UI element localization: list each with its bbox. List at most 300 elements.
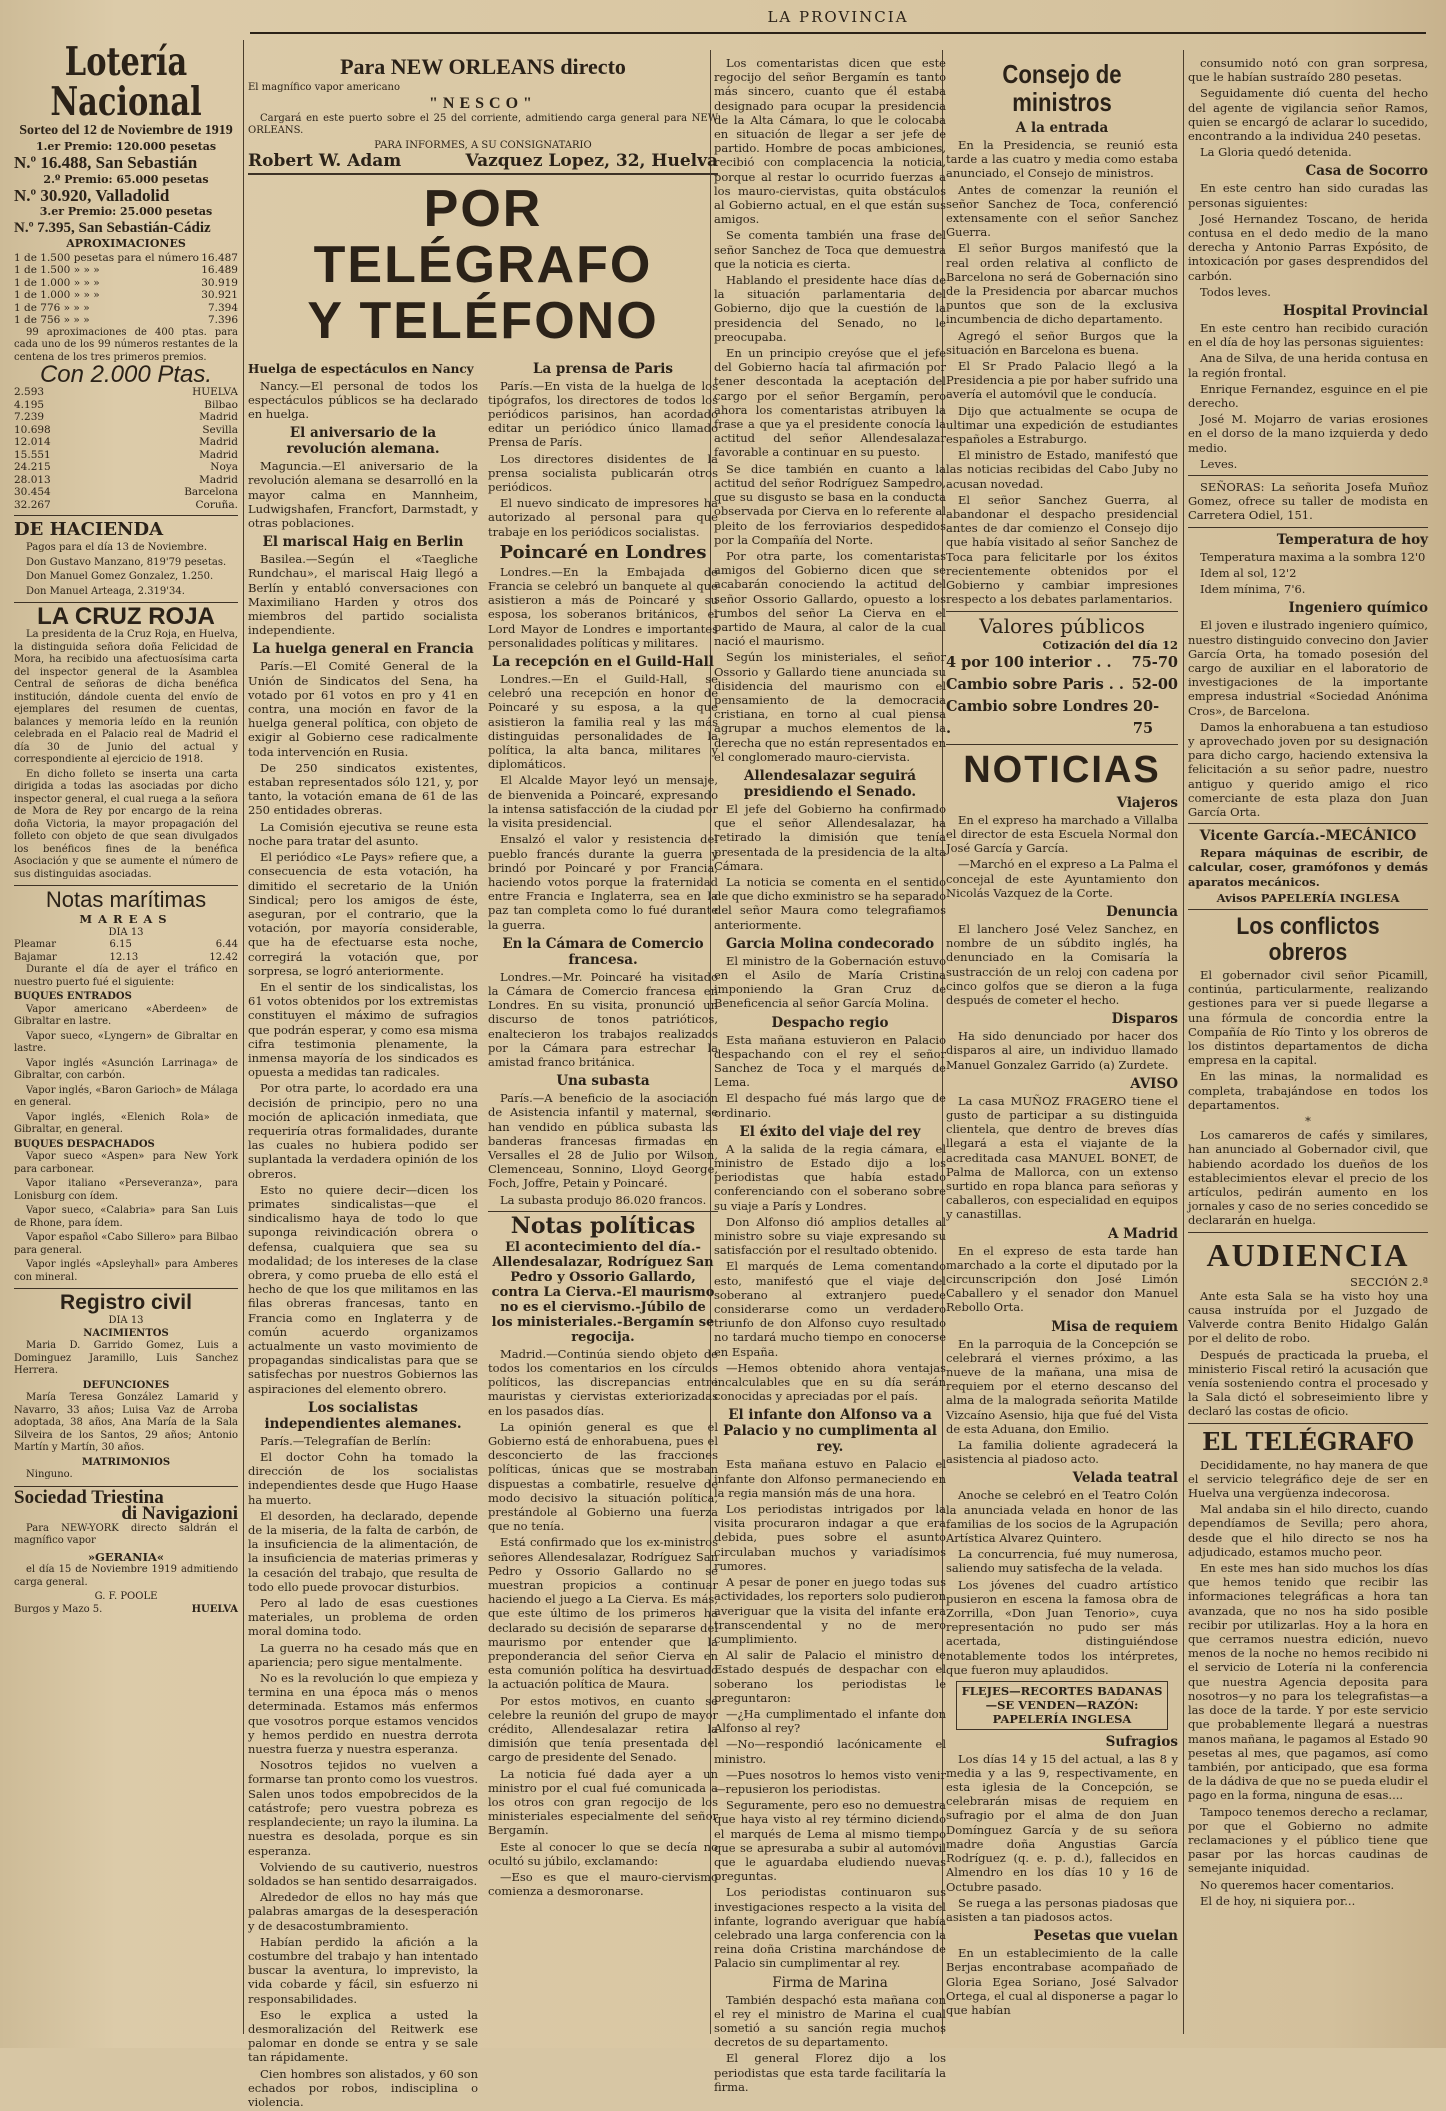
paragraph: No queremos hacer comentarios. (1200, 1877, 1395, 1892)
paragraph: Don Manuel Gomez Gonzalez, 1.250. (26, 571, 214, 583)
cell: 28.013 (14, 473, 51, 486)
paragraph: Al salir de Palacio el ministro de Estado después de despachar con el soberano los periodistas le preguntaron: (714, 1648, 946, 1705)
paragraph: Ha sido denunciado por hacer dos disparos al aire, un individuo llamado Manuel Gonzalez Garrido (a) Zurdete. (946, 1029, 1178, 1072)
cell: 7.394 (207, 301, 238, 314)
matrimonios-title: MATRIMONIOS (81, 1456, 171, 1468)
paragraph: Mal andaba sin el hilo directo, cuando dependíamos de Sevilla; pero ahora, desde que el hilo directo se nos ha adjudicado, estamos mucho peor. (1188, 1502, 1428, 1559)
column-1 (14, 40, 238, 2028)
divider (1188, 909, 1428, 910)
paragraph: El ministro de la Gobernación estuvo en el Asilo de María Cristina imponiendo la Gran Cruz de Beneficencia al señor García Molina. (714, 953, 946, 1011)
paragraph: En este centro han recibido curación en el día de hoy las personas siguientes: (1188, 321, 1428, 350)
paragraph: El despacho fué más largo que de ordinario. (714, 1091, 946, 1120)
loteria-title: Lotería Nacional (50, 39, 202, 125)
audiencia-title: AUDIENCIA (1206, 1236, 1410, 1273)
column-4 (946, 56, 1178, 2028)
cell: 30.454 (14, 486, 51, 499)
ad-contacts (248, 151, 718, 172)
paragraph: Se dice también en cuanto a la actitud del señor Rodríguez Sampedro, que su disgusto se basa en la conducta observada por Cierva en lo referente al pleito de los ferroviarios despedidos por la Compañía del Norte. (714, 461, 946, 547)
paragraph: La casa MUÑOZ FRAGERO tiene el gusto de participar a su distinguida clientela, que dentro de breves días llegará a esta el viajante de la acreditada casa MANUEL BONET, de Palma de Mallorca, con un extenso surtido en ropa blanca para señoras y caballeros, con especialidad en equipos y canastillas. (946, 1093, 1178, 1222)
cell: Sevilla (202, 423, 238, 436)
paragraph: París.—Telegrafían de Berlín: (260, 1433, 432, 1448)
headline: Denuncia (1106, 903, 1178, 920)
valor-value: 52-00 (1131, 675, 1178, 693)
consejo-title: Consejo de ministros (1002, 59, 1122, 117)
list-item: Vapor sueco «Aspen» para New York para carbonear. (14, 1151, 238, 1175)
paragraph: Repara máquinas de escribir, de calcular, coser, gramófonos y demás aparatos mecánicos. (1188, 846, 1428, 889)
paragraph: Se comenta también una frase del señor Sanchez de Toca que demuestra que la noticia es cierta. (714, 228, 946, 271)
paragraph: Basilea.—Según el «Taegliche Rundchau», el mariscal Haig llegó a Berlín y entabló conversaciones con Maximiliano Harden y otros dos miembros del partido socialista independiente. (248, 552, 478, 638)
day-label: DIA 13 (108, 1315, 144, 1327)
paragraph: Ana de Silva, de una herida contusa en la región frontal. (1188, 351, 1428, 380)
column-2 (248, 40, 718, 2109)
cell: 32.267 (14, 498, 51, 511)
list-item: Vapor inglés, «Elenich Rola» de Gibraltar, en general. (14, 1111, 238, 1136)
paragraph: Hablando el presidente hace días de la situación parlamentaria del Gobierno, dijo que la cuestión de la presidencia del Senado, no le preocupaba. (714, 273, 946, 344)
paragraph: Tampoco tenemos derecho a reclamar, por que el Gobierno no admite reclamaciones y el público tiene que pasar por las horcas caudinas de semejante iniquidad. (1188, 1804, 1428, 1876)
paragraph: Por estos motivos, en cuanto se celebre la reunión del grupo de mayor crédito, Allendesalazar retira la dimisión que tenía presentada del cargo de presidente del Senado. (488, 1693, 718, 1765)
paragraph: Nosotros tejidos no vuelven a formarse tan pronto como los vuestros. Salen unos todos empobrecidos de la catástrofe; pero vuestra pobreza es resplandeciente; un rayo la ilumina. La nuestra es desolada, porque es sin esperanza. (248, 1758, 478, 1858)
paragraph: La noticia se comenta en el sentido de que dicho exministro se ha separado del señor Maura como telegrafiamos anteriormente. (714, 874, 946, 932)
cell: 6.44 (215, 939, 238, 951)
cell: Coruña. (195, 498, 238, 511)
agent-name: G. F. POOLE (94, 1591, 158, 1603)
paragraph: —Hemos obtenido ahora ventajas incalculables que en su día serán conocidas y apreciadas por el país. (714, 1360, 946, 1404)
paragraph: El periódico «Le Pays» refiere que, a consecuencia de esta votación, ha dimitido el secretario de la Unión Sindical; pero los amigos de éste, aseguran, por el contrario, que la votación, por mayoría considerable, que ha de efectuarse esta noche, corregirá la votación que, por sorpresa, se logró anteriormente. (248, 850, 478, 978)
headline: Una subasta (556, 1073, 650, 1090)
headline: Huelga de espectáculos en Nancy (248, 361, 474, 376)
separator-glyph: * (1305, 1113, 1311, 1128)
paragraph: —Marchó en el expreso a La Palma el concejal de este Ayuntamiento don Nicolás Vazquez de la Corte. (946, 857, 1178, 900)
table-row (14, 289, 238, 302)
headline: Poincaré en Londres (499, 541, 707, 563)
paragraph: Dijo que actualmente se ocupa de ultimar una expedición de estudiantes españoles a Estraburgo. (946, 403, 1178, 447)
table-row (14, 399, 238, 412)
paragraph: Los camareros de cafés y similares, han anunciado al Gobernador civil, que habiendo acordado los dueños de los establecimientos elevar el precio de los artículos, pedirán aumento en los jornales y caso de no series concedido se declararán en huelga. (1188, 1128, 1428, 1228)
table-row (14, 474, 238, 487)
paragraph: Esto no quiere decir—dicen los primates sindicalistas—que el sindicalismo haya de todo lo que suponga reivindicación obrera o defensa, cualquiera que sea su modalidad; de los intereses de la clase obrera, y como prueba de ello está el hecho de que los que militamos en las filas obreras francesas, tanto en Francia como en Inglaterra y de común acuerdo organizamos actualmente un vasto movimiento de propagandas sindicalistas para que se satisfechas por nuestros Gobiernos las aspiraciones del elemento obrero. (248, 1182, 478, 1396)
divider (248, 173, 718, 175)
day-label: DIA 13 (108, 926, 144, 938)
buques-despachados-title: BUQUES DESPACHADOS (14, 1138, 155, 1150)
list-item: Vapor inglés «Asunción Larrinaga» de Gibraltar, con carbón. (14, 1057, 238, 1082)
cell: Madrid (199, 436, 238, 449)
telegrafo-title (248, 181, 718, 349)
divider (1188, 823, 1428, 824)
telegram-column-b (488, 357, 718, 2111)
paragraph: Nancy.—El personal de todos los espectáculos públicos se ha declarado en huelga. (248, 378, 478, 422)
column-rule (1183, 50, 1184, 2034)
cell: 30.921 (201, 289, 238, 302)
paragraph: El señor Burgos manifestó que la real orden relativa al conflicto de Barcelona no será de Gobernación sino de la Presidencia por abarcar muchos puntos que son de la exclusiva incumbencia de dicho departamento. (946, 241, 1178, 327)
paragraph: El nuevo sindicato de impresores ha autorizado al personal para que trabaje en los periódicos socialistas. (488, 496, 718, 539)
valor-value: 75-70 (1131, 653, 1178, 671)
subheadline: El acontecimiento del día.-Allendesalazar, Rodríguez San Pedro y Ossorio Gallardo, contra La Cierva.-El maurismo no es el ciervismo.-Júbilo de los ministeriales.-Bergamín se regocija. (491, 1239, 715, 1345)
aprox-table (14, 252, 238, 327)
hacienda-title: DE HACIENDA (14, 519, 164, 541)
paragraph: SEÑORAS: La señorita Josefa Muñoz Gomez, ofrece su taller de modista en Carretera Odiel, 151. (1188, 480, 1428, 523)
valor-label: Cambio sobre Paris . . (946, 675, 1124, 693)
headline: El mariscal Haig en Berlin (262, 534, 464, 551)
paragraph: Los directores disidentes de la prensa socialista publicarán otros periódicos. (488, 451, 718, 495)
column-3 (714, 56, 946, 2094)
paragraph: Anoche se celebró en el Teatro Colón la anunciada velada en honor de las familias de los socios de la Agrupación Artística Alvarez Quintero. (946, 1488, 1178, 1546)
paragraph: Seguidamente dió cuenta del hecho del agente de vigilancia señor Ramos, quien se encargó de aclarar lo sucedido, encontrando a la individua 240 pesetas. (1188, 86, 1428, 144)
telegrafo-heading: EL TELÉGRAFO (1202, 1426, 1414, 1456)
headline: Ingeniero químico (1288, 600, 1428, 617)
paragraph: París.—El Comité General de la Unión de Sindicatos del Sena, ha votado por 61 votos en pro y 41 en contra, una moción en favor de la huelga general política, con objeto de exigir al Gobierno cese radicalmente toda intervención en Rusia. (248, 659, 478, 759)
paragraph: El marqués de Lema comentando esto, manifestó que el viaje del soberano al extranjero puede considerarse como un verdadero triunfo de don Alfonso cuyo resultado no tardará mucho tiempo en conocerse en España. (714, 1259, 946, 1359)
paragraph: La Comisión ejecutiva se reune esta noche para tratar del asunto. (248, 819, 478, 848)
paragraph: Los días 14 y 15 del actual, a las 8 y media y a las 9, respectivamente, en esta iglesia de la Concepción, se celebrarán misas de requiem en sufragio por el alma de don Juan Domínguez García y de su señora madre doña Angustias García Rodríguez (q. e. p. d.), fallecidos en Almendro en los días 10 y 16 de Octubre pasado. (946, 1751, 1178, 1894)
cell: HUELVA (192, 386, 238, 399)
paragraph: —Eso es que el mauro-ciervismo comienza a desmoronarse. (488, 1870, 718, 1899)
cell: 1 de 1.000 » » » (14, 289, 100, 302)
paragraph: El ministro de Estado, manifestó que las noticias recibidas del Cabo Juby no acusan novedad. (946, 448, 1178, 491)
trieste-title: di Navigazioni (121, 1502, 238, 1524)
divider (14, 515, 238, 516)
sorteo: Sorteo del 12 de Noviembre de 1919 (19, 123, 233, 138)
prize-label: 2.º Premio: 65.000 pesetas (43, 172, 209, 186)
table-row (14, 499, 238, 512)
valores-title: Valores públicos (979, 613, 1145, 638)
paragraph: La Gloria quedó detenida. (1200, 145, 1352, 160)
headline: Velada teatral (1072, 1470, 1178, 1487)
paragraph: Temperatura maxima a la sombra 12'0 (1200, 549, 1426, 564)
divider (1188, 475, 1428, 476)
masthead (250, 6, 1426, 34)
paragraph: París.—A beneficio de la asociación de Asistencia infantil y maternal, se han vendido en pública subasta las banderas francesas firmadas en Versalles el 28 de Julio por Wilson, Clemenceau, Sonnino, Lloyd George, Foch, Joffre, Petain y Poincaré. (488, 1091, 718, 1191)
divider (14, 885, 238, 886)
cell: 15.551 (14, 448, 51, 461)
agent-address: Vazquez Lopez, 32, Huelva (465, 151, 718, 172)
paragraph: —Pues nosotros lo hemos visto venir—repusieron los periodistas. (714, 1767, 946, 1796)
paragraph: Durante el día de ayer el tráfico en nuestro puerto fué el siguiente: (14, 964, 238, 988)
divider (1188, 527, 1428, 528)
paragraph: María Teresa González Lamarid y Navarro, 33 años; Luisa Vaz de Arroba adoptada, 38 años, Ana María de la Sala Silveira de los Santos, 29 años; Antonio Martín y Martín, 30 años. (14, 1392, 238, 1454)
headline: Misa de requiem (1051, 1318, 1178, 1335)
ship-name: "NESCO" (429, 94, 537, 112)
paragraph: Según los ministeriales, el señor Ossorio y Gallardo tiene anunciada su disidencia del maurismo con el pensamiento de la democracia cristiana, en torno al cual piensa agrupar a muchos elementos de la derecha que no están representados en el conglomerado mauro-ciervista. (714, 650, 946, 764)
headline: Casa de Socorro (1305, 163, 1428, 180)
paragraph: Leves. (1200, 456, 1238, 471)
paragraph: Idem mínima, 7'6. (1200, 582, 1306, 597)
table-row (14, 252, 238, 265)
paragraph: Eso le explica a usted la desmoralización del Reitwerk ese palomar en donde se entra y se sale tan rápidamente. (248, 2007, 478, 2065)
conflictos-title: Los conflictos obreros (1236, 912, 1380, 966)
cell: 1 de 1.000 » » » (14, 276, 100, 289)
paragraph: En el expreso ha marchado a Villalba el director de esta Escuela Normal don José García y García. (946, 812, 1178, 856)
prize-number: N.º 7.395, San Sebastián-Cádiz (14, 220, 211, 237)
cotizacion-label: Cotización del día 12 (1042, 637, 1178, 652)
paragraph: En este centro han sido curadas las personas siguientes: (1188, 181, 1428, 210)
paragraph: Madrid.—Continúa siendo objeto de todos los comentarios en los círculos políticos, las discrepancias entre mauristas y ciervistas exteriorizadas en los pasados días. (488, 1346, 718, 1418)
paragraph: Los jóvenes del cuadro artístico pusieron en escena la famosa obra de Zorrilla, «Don Juan Tenorio», cuya representación no pudo ser más acertada, distinguiéndose notablemente todos los intérpretes, que fueron muy aplaudidos. (946, 1577, 1178, 1677)
list-item: Vapor inglés, «Baron Garioch» de Málaga en general. (14, 1084, 238, 1109)
list-item: Vapor español «Cabo Sillero» para Bilbao para general. (14, 1232, 238, 1256)
paragraph: Londres.—En la Embajada de Francia se celebró un banquete al que asistieron a más de Poincaré y su esposa, los soberanos británicos, el Lord Mayor de Londres e importantes personalidades políticas y militares. (488, 564, 718, 650)
table-row (14, 314, 238, 327)
headline: En la Cámara de Comercio francesa. (502, 935, 704, 968)
paragraph: La noticia fué dada ayer a un ministro por el cual fué comunicada a los otros con gran regocijo de los ministeriales especialmente del señor Bergamín. (488, 1766, 718, 1838)
paragraph: Por otra parte, los comentaristas amigos del Gobierno dicen que se acabarán conociendo la actitud del señor Ossorio Gallardo, opuesto a los rumbos del señor La Cierva en el partido de Maura, al calor de la cual nació el maurismo. (714, 548, 946, 649)
list-item: Vapor italiano «Perseveranza», para Lonisburg con ídem. (14, 1178, 238, 1202)
paragraph: El general Florez dijo a los periodistas que esta tarde facilitaría la firma. (714, 2051, 946, 2094)
headline: La huelga general en Francia (252, 641, 474, 658)
cell: 1 de 1.500 » » » (14, 264, 100, 277)
table-row (14, 386, 238, 399)
agent-name: Robert W. Adam (248, 151, 402, 172)
paragraph: José M. Mojarro de varias erosiones en el dorso de la mano izquierda y dedo medio. (1188, 412, 1428, 455)
paragraph: Decididamente, no hay manera de que el servicio telegráfico deje de ser en Huelva una vergüenza indecorosa. (1188, 1457, 1428, 1501)
paragraph: Volviendo de su cautiverio, nuestros soldados se han sentido desarraigados. (248, 1859, 478, 1888)
cell: 4.195 (14, 398, 45, 411)
paragraph: A pesar de poner en juego todas sus actividades, los reporters solo pudieron averiguar que la visita del infante era transcendental y no de mero cumplimiento. (714, 1575, 946, 1646)
paragraph: Está confirmado que los ex-ministros señores Allendesalazar, Rodríguez San Pedro y Ossorio Gallardo no se muestran propicios a continuar haciendo el juego a La Cierva. Es más, que este último de los primeros ha declarado su decisión de separarse del maurismo por entender que la preponderancia del señor Cierva en esta comunión política ha desvirtuado la actuación política de Maura. (488, 1535, 718, 1692)
headline: La recepción en el Guild-Hall (492, 654, 714, 671)
paragraph: De 250 sindicatos existentes, estaban representados sólo 121, y, por tanto, la votación emana de 61 de las 250 entidades obreras. (248, 760, 478, 818)
paragraph: —No—respondió lacónicamente el ministro. (714, 1737, 946, 1766)
headline: Temperatura de hoy (1276, 531, 1428, 548)
headline: Despacho regio (771, 1014, 889, 1031)
paragraph: Londres.—En el Guild-Hall, se celebró una recepción en honor de Poincaré y su esposa, a la que asistieron la familia real y las más distinguidas personalidades de la política, la alta banca, militares y diplomáticos. (488, 672, 718, 772)
cell: Bajamar (14, 951, 57, 963)
paragraph: En un principio creyóse que el jefe del Gobierno hacía tal afirmación por tener descontada la aceptación del cargo por el señor Bergamín, pero ahora los comentaristas atribuyen la frase a que ya el presidente conocía la actitud del señor Allendesalazar favorable a continuar en su puesto. (714, 346, 946, 460)
cell: Madrid (199, 448, 238, 461)
headline: El aniversario de la revolución alemana. (286, 425, 440, 458)
cell: 6.15 (109, 939, 132, 951)
table-row (14, 952, 238, 965)
paragraph: No es la revolución lo que empieza y termina en una época más o menos determinada. Estamos más enfermos que vosotros porque estamos vencidos y hemos perdido en nuestra derrota nuestra fuerza y nuestra esperanza. (248, 1671, 478, 1757)
trieste-title: Sociedad Triestina (14, 1486, 164, 1508)
cell: 16.489 (201, 264, 238, 277)
paragraph: Antes de comenzar la reunión el señor Sanchez de Toca, conferenció extensamente con el señor Sanchez Guerra. (946, 182, 1178, 240)
paragraph: Esta mañana estuvo en Palacio el infante don Alfonso permaneciendo en la regia mansión más de una hora. (714, 1457, 946, 1500)
column-rule (243, 40, 244, 2034)
headline: El éxito del viaje del rey (739, 1123, 921, 1140)
list-item: Vapor sueco, «Calabria» para San Luis de Rhone, para ídem. (14, 1205, 238, 1229)
paragraph: Ante esta Sala se ha visto hoy una causa instruída por el Juzgado de Valverde contra Benito Hidalgo Galán por el delito de robo. (1188, 1288, 1428, 1346)
cell: Noya (210, 461, 238, 474)
headline: Garcia Molina condecorado (725, 935, 935, 952)
cell: 12.42 (209, 951, 238, 963)
flejes-ad: FLEJES—RECORTES BADANAS—SE VENDEN—RAZÓN: PAPELERÍA INGLESA (956, 1681, 1168, 1730)
paragraph: El jefe del Gobierno ha confirmado que el señor Allendesalazar, ha retirado la dimisión que tenía presentada de la presidencia de la alta Cámara. (714, 801, 946, 873)
paragraph: Los periodistas continuaron sus investigaciones respecto a la visita del infante, logrando averiguar que había celebrado una larga conferencia con la reina doña Cristina marchándose de Palacio sin cumplimentar al rey. (714, 1885, 946, 1971)
paragraph: En este mes han sido muchos los días que hemos tenido que recibir las informaciones telegráficas a hora tan avanzada, que no nos ha sido posible recibir por utilizarlas. Hoy a la hora en que cerramos nuestra edición, nuevo menos de la noche no hemos recibido ni el servicio de Lotería ni la conferencia que nuestra Agencia deposita para nosotros—y no para los telegrafistas—a las doce de la tarde. Y por este servicio que probablemente llegará a nuestras manos mañana, le pagamos al Estado 90 pesetas al mes, que pagamos, así como también, por anticipado, que esa forma de la dádiva de que no se pueda eludir el pago en la forma, ninguna de esas.... (1188, 1561, 1428, 1803)
cell: 30.919 (201, 276, 238, 289)
headline: El infante don Alfonso va a Palacio y no cumplimenta al rey. (723, 1407, 937, 1456)
paragraph: Los comentaristas dicen que este regocijo del señor Bergamín es tanto más sincero, cuanto que él estaba designado para ocupar la presidencia de la Alta Cámara, lo que le colocaba en situación de llegar a ser jefe de partido. Hombre de pocas ambiciones, recibió con complacencia la noticia, porque al restar lo ocurrido fuerzas a los mauro-ciervistas, quita obstáculos al Gobierno actual, en el que están sus amigos. (714, 56, 946, 227)
headline: Vicente García.-MECÁNICO (1199, 828, 1417, 845)
cell: 2.593 (14, 386, 45, 399)
paragraph: El doctor Cohn ha tomado la dirección de los socialistas independientes desde que Hugo Haase ha muerto. (248, 1450, 478, 1507)
paragraph: La presidenta de la Cruz Roja, en Huelva, la distinguida señora doña Felicidad de Mora, ha recibido una afectuosísima carta del inspector general de la Asamblea Central de señoras de dicha benéfica institución, dándole cuenta del envío de ejemplares del resumen de cuentas, balances y memoria leído en la reunión celebrada en el Palacio real de Madrid el día 30 de Junio del actual y correspondiente al ejercicio de 1918. (14, 629, 238, 766)
valor-row (946, 674, 1178, 696)
paragraph: José Hernandez Toscano, de herida contusa en el dedo medio de la mano derecha y Antonio Parras Expósito, de intoxicación por gases desprendidos del carbón. (1188, 211, 1428, 283)
paragraph: En el sentir de los sindicalistas, los 61 votos obtenidos por los extremistas constituyen el máximo de sufragios que podrán esperar, y como esa misma cifra testimonia plenamente, la inmensa mayoría de los sindicados es opuesta a medidas tan radicales. (248, 979, 478, 1080)
notas-politicas-title: Notas políticas (510, 1212, 696, 1239)
prize-label: 3.er Premio: 25.000 pesetas (39, 205, 213, 219)
list-item: Vapor sueco, «Lyngern» de Gibraltar en lastre. (14, 1030, 238, 1055)
cell: 7.396 (207, 314, 238, 327)
valor-row (946, 696, 1178, 740)
paragraph: El joven e ilustrado ingeniero químico, nuestro distinguido convecino don Javier García Orta, ha tomado posesión del cargo de auxiliar en el laboratorio de investigaciones de la importante empresa industrial «Sociedad Anónima Cros», de Barcelona. (1188, 618, 1428, 718)
paragraph: El Sr Prado Palacio llegó a la Presidencia a pie por haber sufrido una avería el automóvil que le conducía. (946, 359, 1178, 402)
paragraph: —¿Ha cumplimentado el infante don Alfonso al rey? (714, 1706, 946, 1736)
headline: Disparos (1111, 1011, 1178, 1028)
paragraph: En la parroquia de la Concepción se celebrará el viernes próximo, a las nueve de la mañana, una misa de requiem por el eterno descanso del alma de la malograda señorita Matilde Vizcaíno Asensio, hija que fué del Vista de esta Aduana, don Emilio. (946, 1336, 1178, 1436)
seccion-label: SECCIÓN 2.ª (1350, 1274, 1428, 1289)
paragraph: El desorden, ha declarado, depende de la miseria, de la falta de carbón, de la insuficiencia de la alimentación, de la insuficiencia de materias primeras y la cesación del trabajo, que resulta de todo ello puede provocar disturbios. (248, 1508, 478, 1594)
paragraph: consumido notó con gran sorpresa, que le habían sustraído 280 pesetas. (1188, 56, 1428, 85)
paragraph: Ninguno. (26, 1469, 73, 1481)
paragraph: La concurrencia, fué muy numerosa, saliendo muy satisfecha de la velada. (946, 1547, 1178, 1576)
registro-civil-title: Registro civil (60, 1291, 192, 1315)
cell: Barcelona (184, 486, 238, 499)
paragraph: A la salida de la regia cámara, el ministro de Estado dijo a los periodistas que había estado conferenciando con el soberano sobre su viaje a París y Londres. (714, 1141, 946, 1213)
divider (14, 1288, 238, 1289)
paragraph: Damos la enhorabuena a tan estudioso y aprovechado joven por su designación para dicho cargo, haciendo extensiva la felicitación a su señor padre, nuestro antiguo y querido amigo el rico comerciante de esta plaza don Juan García Orta. (1188, 719, 1428, 819)
prize-number: N.º 30.920, Valladolid (14, 185, 170, 205)
masthead-title: LA PROVINCIA (767, 8, 909, 26)
paragraph: Londres.—Mr. Poincaré ha visitado la Cámara de Comercio francesa en Londres. En su visita, pronunció un discurso de tonos patrióticos, enaltecieron los trabajos realizados por la Cámara para estrechar la amistad franco británica. (488, 969, 718, 1069)
cell: 24.215 (14, 461, 51, 474)
paragraph: Pagos para el día 13 de Noviembre. (26, 542, 207, 554)
paragraph: La guerra no ha cesado más que en apariencia; pero sigue mentalmente. (248, 1640, 478, 1669)
headline: La prensa de Paris (532, 360, 674, 377)
paragraph: Después de practicada la prueba, el ministerio Fiscal retiró la acusación que venía sosteniendo contra el procesado y la Sala dictó el sobreseimiento libre y declaró las costas de oficio. (1188, 1347, 1428, 1419)
table-row (14, 449, 238, 462)
table-row (14, 302, 238, 315)
mareas-heading: MAREAS (79, 912, 173, 927)
cell: 10.698 (14, 423, 51, 436)
paragraph: Habían perdido la afición a la costumbre del trabajo y han intentado buscar la aventura, lo imprevisto, la vida cobarde y fácil, sin esfuerzo ni responsabilidades. (248, 1934, 478, 2006)
paragraph: El Alcalde Mayor leyó un mensaje, de bienvenida a Poincaré, expresando la intensa satisfacción de la ciudad por la visita presidencial. (488, 773, 718, 831)
paragraph: Pero al lado de esas cuestiones materiales, un problema de orden moral domina todo. (248, 1596, 478, 1639)
valor-label: 4 por 100 interior . . (946, 653, 1112, 671)
cell: Madrid (199, 473, 238, 486)
title-line: Y TELÉFONO (307, 291, 659, 350)
paragraph: Avisos PAPELERÍA INGLESA (1216, 890, 1400, 905)
tides-table (14, 939, 238, 964)
cruz-roja-title: LA CRUZ ROJA (37, 603, 215, 631)
paragraph: En dicho folleto se inserta una carta dirigida a todas las asociadas por dicho inspector general, el cual ruega a la señora de Mora de Rey por encargo de la reina doña Victoria, la mayor propagación del folleto con objeto de que sean divulgados los benéficos fines de la benéfica Asociación y que se aumente el número de sus distinguidas asociadas. (14, 768, 238, 880)
paragraph: El señor Sanchez Guerra, al abandonar el despacho presidencial antes de dar comienzo el Consejo dijo que había visitado al señor Sanchez de Toca para felicitarle por los éxitos recientemente obtenidos por el Gobierno y cambiar impresiones respecto a los debates parlamentarios. (946, 492, 1178, 607)
paragraph: Don Gustavo Manzano, 819'79 pesetas. (26, 556, 227, 568)
divider (1188, 1423, 1428, 1424)
paragraph: Idem al sol, 12'2 (1200, 565, 1297, 580)
buques-entrados-title: BUQUES ENTRADOS (14, 991, 132, 1003)
table-row (14, 486, 238, 499)
prizes-2000-table (14, 386, 238, 511)
column-5 (1188, 56, 1428, 2028)
notas-maritimas-title: Notas marítimas (45, 887, 207, 913)
paragraph: Los periodistas intrigados por la visita procuraron indagar a que era debida, pues sobre el asunto circulaban muchos y variadísimos rumores. (714, 1502, 946, 1573)
paragraph: En las minas, la normalidad es completa, trabajándose en todos los departamentos. (1188, 1069, 1428, 1112)
agent-address (14, 1604, 238, 1617)
aprox-note: 99 aproximaciones de 400 ptas. para cada uno de los 99 números restantes de la centena de los tres primeros premios. (14, 326, 238, 363)
divider (946, 744, 1178, 745)
paragraph: Don Manuel Arteaga, 2.319'34. (26, 585, 185, 597)
paragraph: Se ruega a las personas piadosas que asisten a tan piadosos actos. (946, 1895, 1178, 1924)
valor-label: Cambio sobre Londres . (946, 697, 1129, 737)
cell: Madrid (199, 411, 238, 424)
paragraph: En un establecimiento de la calle Berjas encontrabase acompañado de Gloria Egea Soriano, José Salvador Ortega, el cual al disponerse a pagar lo que habían (946, 1946, 1178, 2017)
table-row (14, 277, 238, 290)
table-row (14, 411, 238, 424)
cell: 12.014 (14, 436, 51, 449)
paragraph: París.—En vista de la huelga de los tipógrafos, los directores de todos los periódicos parisinos, han acordado editar un periódico único llamado Prensa de París. (488, 378, 718, 450)
valor-value: 20-75 (1132, 697, 1160, 737)
paragraph: El magnífico vapor americano (248, 82, 400, 94)
paragraph: Enrique Fernandez, esguince en el pie derecho. (1188, 381, 1428, 411)
paragraph: PARA INFORMES, A SU CONSIGNATARIO (374, 139, 592, 151)
cell: 16.487 (201, 251, 238, 264)
paragraph: Agregó el señor Burgos que la situación en Barcelona es buena. (946, 328, 1178, 357)
valor-row (946, 652, 1178, 674)
cell: 7.239 (14, 411, 45, 424)
divider (488, 1211, 718, 1212)
headline: A Madrid (1108, 1225, 1178, 1242)
headline: Sufragios (1105, 1733, 1178, 1750)
paragraph: La familia doliente agradecerá la asistencia al piadoso acto. (946, 1438, 1178, 1467)
paragraph: El lanchero José Velez Sanchez, en nombre de un súbdito inglés, ha denunciado en la Comisaría la sustracción de un reloj con cadena por cinco golfos que se dieron a la fuga después de cometer el hecho. (946, 921, 1178, 1007)
headline: AVISO (1130, 1075, 1178, 1092)
prize-label: 1.er Premio: 120.000 pesetas (35, 140, 217, 154)
con2000-title: Con 2.000 Ptas. (39, 361, 213, 389)
nacimientos-title: NACIMIENTOS (83, 1327, 169, 1339)
defunciones-title: DEFUNCIONES (82, 1379, 170, 1391)
paragraph: También despachó esta mañana con el rey el ministro de Marina el cual sometió a su sanción regia muchos decretos de su departamento. (714, 1992, 946, 2050)
list-item: Vapor inglés «Apsleyhall» para Amberes con mineral. (14, 1259, 238, 1283)
city: HUELVA (191, 1603, 238, 1615)
ad-title: Para NEW ORLEANS directo (340, 54, 626, 79)
telegram-column-a (248, 357, 478, 2111)
paragraph: Cargará en este puerto sobre el 25 del corriente, admitiendo carga general para NEW ORLEANS. (248, 112, 718, 137)
headline: Viajeros (1116, 794, 1178, 811)
table-row (14, 461, 238, 474)
paragraph: En el expreso de esta tarde han marchado a la corte el diputado por la circunscripción don José Limón Caballero y el senador don Manuel Rebollo Orta. (946, 1243, 1178, 1315)
address: Burgos y Mazo 5. (14, 1603, 103, 1615)
cell: 1 de 756 » » » (14, 314, 90, 327)
headline: Firma de Marina (772, 1974, 888, 1991)
prize-number: N.º 16.488, San Sebastián (14, 153, 198, 173)
ship-name: »GERANIA« (87, 1549, 165, 1564)
paragraph: Maria D. Garrido Gomez, Luis a Dominguez Jaramillo, Luis Sanchez Herrera. (14, 1340, 238, 1377)
divider (946, 611, 1178, 612)
table-row (14, 939, 238, 952)
paragraph: Maguncia.—El aniversario de la revolución alemana se desarrolló en la mayor calma en Mannheim, Ludwigshafen, Francfort, Darmstadt, y otras poblaciones. (248, 459, 478, 531)
paragraph: Este al conocer lo que se decía no ocultó su júbilo, exclamando: (488, 1839, 718, 1868)
telegram-columns (248, 357, 718, 2111)
cell: Bilbao (204, 398, 238, 411)
paragraph: Todos leves. (1200, 284, 1271, 299)
table-row (14, 436, 238, 449)
paragraph: La opinión general es que el Gobierno está de enhorabuena, pues el desconcierto de las fracciones políticas, únicas que se mostraban dispuestas a combatirle, resuelve de modo decisivo la situación política, prestándole al Gobierno una fuerza que no tenía. (488, 1419, 718, 1534)
paragraph: La subasta produjo 86.020 francos. (500, 1192, 707, 1207)
headline: Hospital Provincial (1282, 303, 1428, 320)
paragraph: el día 15 de Noviembre 1919 admitiendo carga general. (14, 1564, 238, 1588)
cell: 1 de 776 » » » (14, 301, 90, 314)
table-row (14, 424, 238, 437)
table-row (14, 264, 238, 277)
headline: A la entrada (1015, 120, 1109, 136)
paragraph: Cien hombres son alistados, y 60 son echados por robos, indisciplina o violencia. (248, 2066, 478, 2109)
paragraph: Don Alfonso dió amplios detalles al ministro sobre su viaje expresando su satisfacción por el resultado obtenido. (714, 1214, 946, 1258)
cell: Pleamar (14, 939, 57, 951)
divider (1188, 1232, 1428, 1233)
paragraph: Ensalzó el valor y resistencia del pueblo francés durante la guerra y brindó por Poincaré y por Francia, haciendo votos porque la fraternidad entre Francia e Inglaterra, sea en la paz tan completa como lo fué durante la guerra. (488, 832, 718, 932)
